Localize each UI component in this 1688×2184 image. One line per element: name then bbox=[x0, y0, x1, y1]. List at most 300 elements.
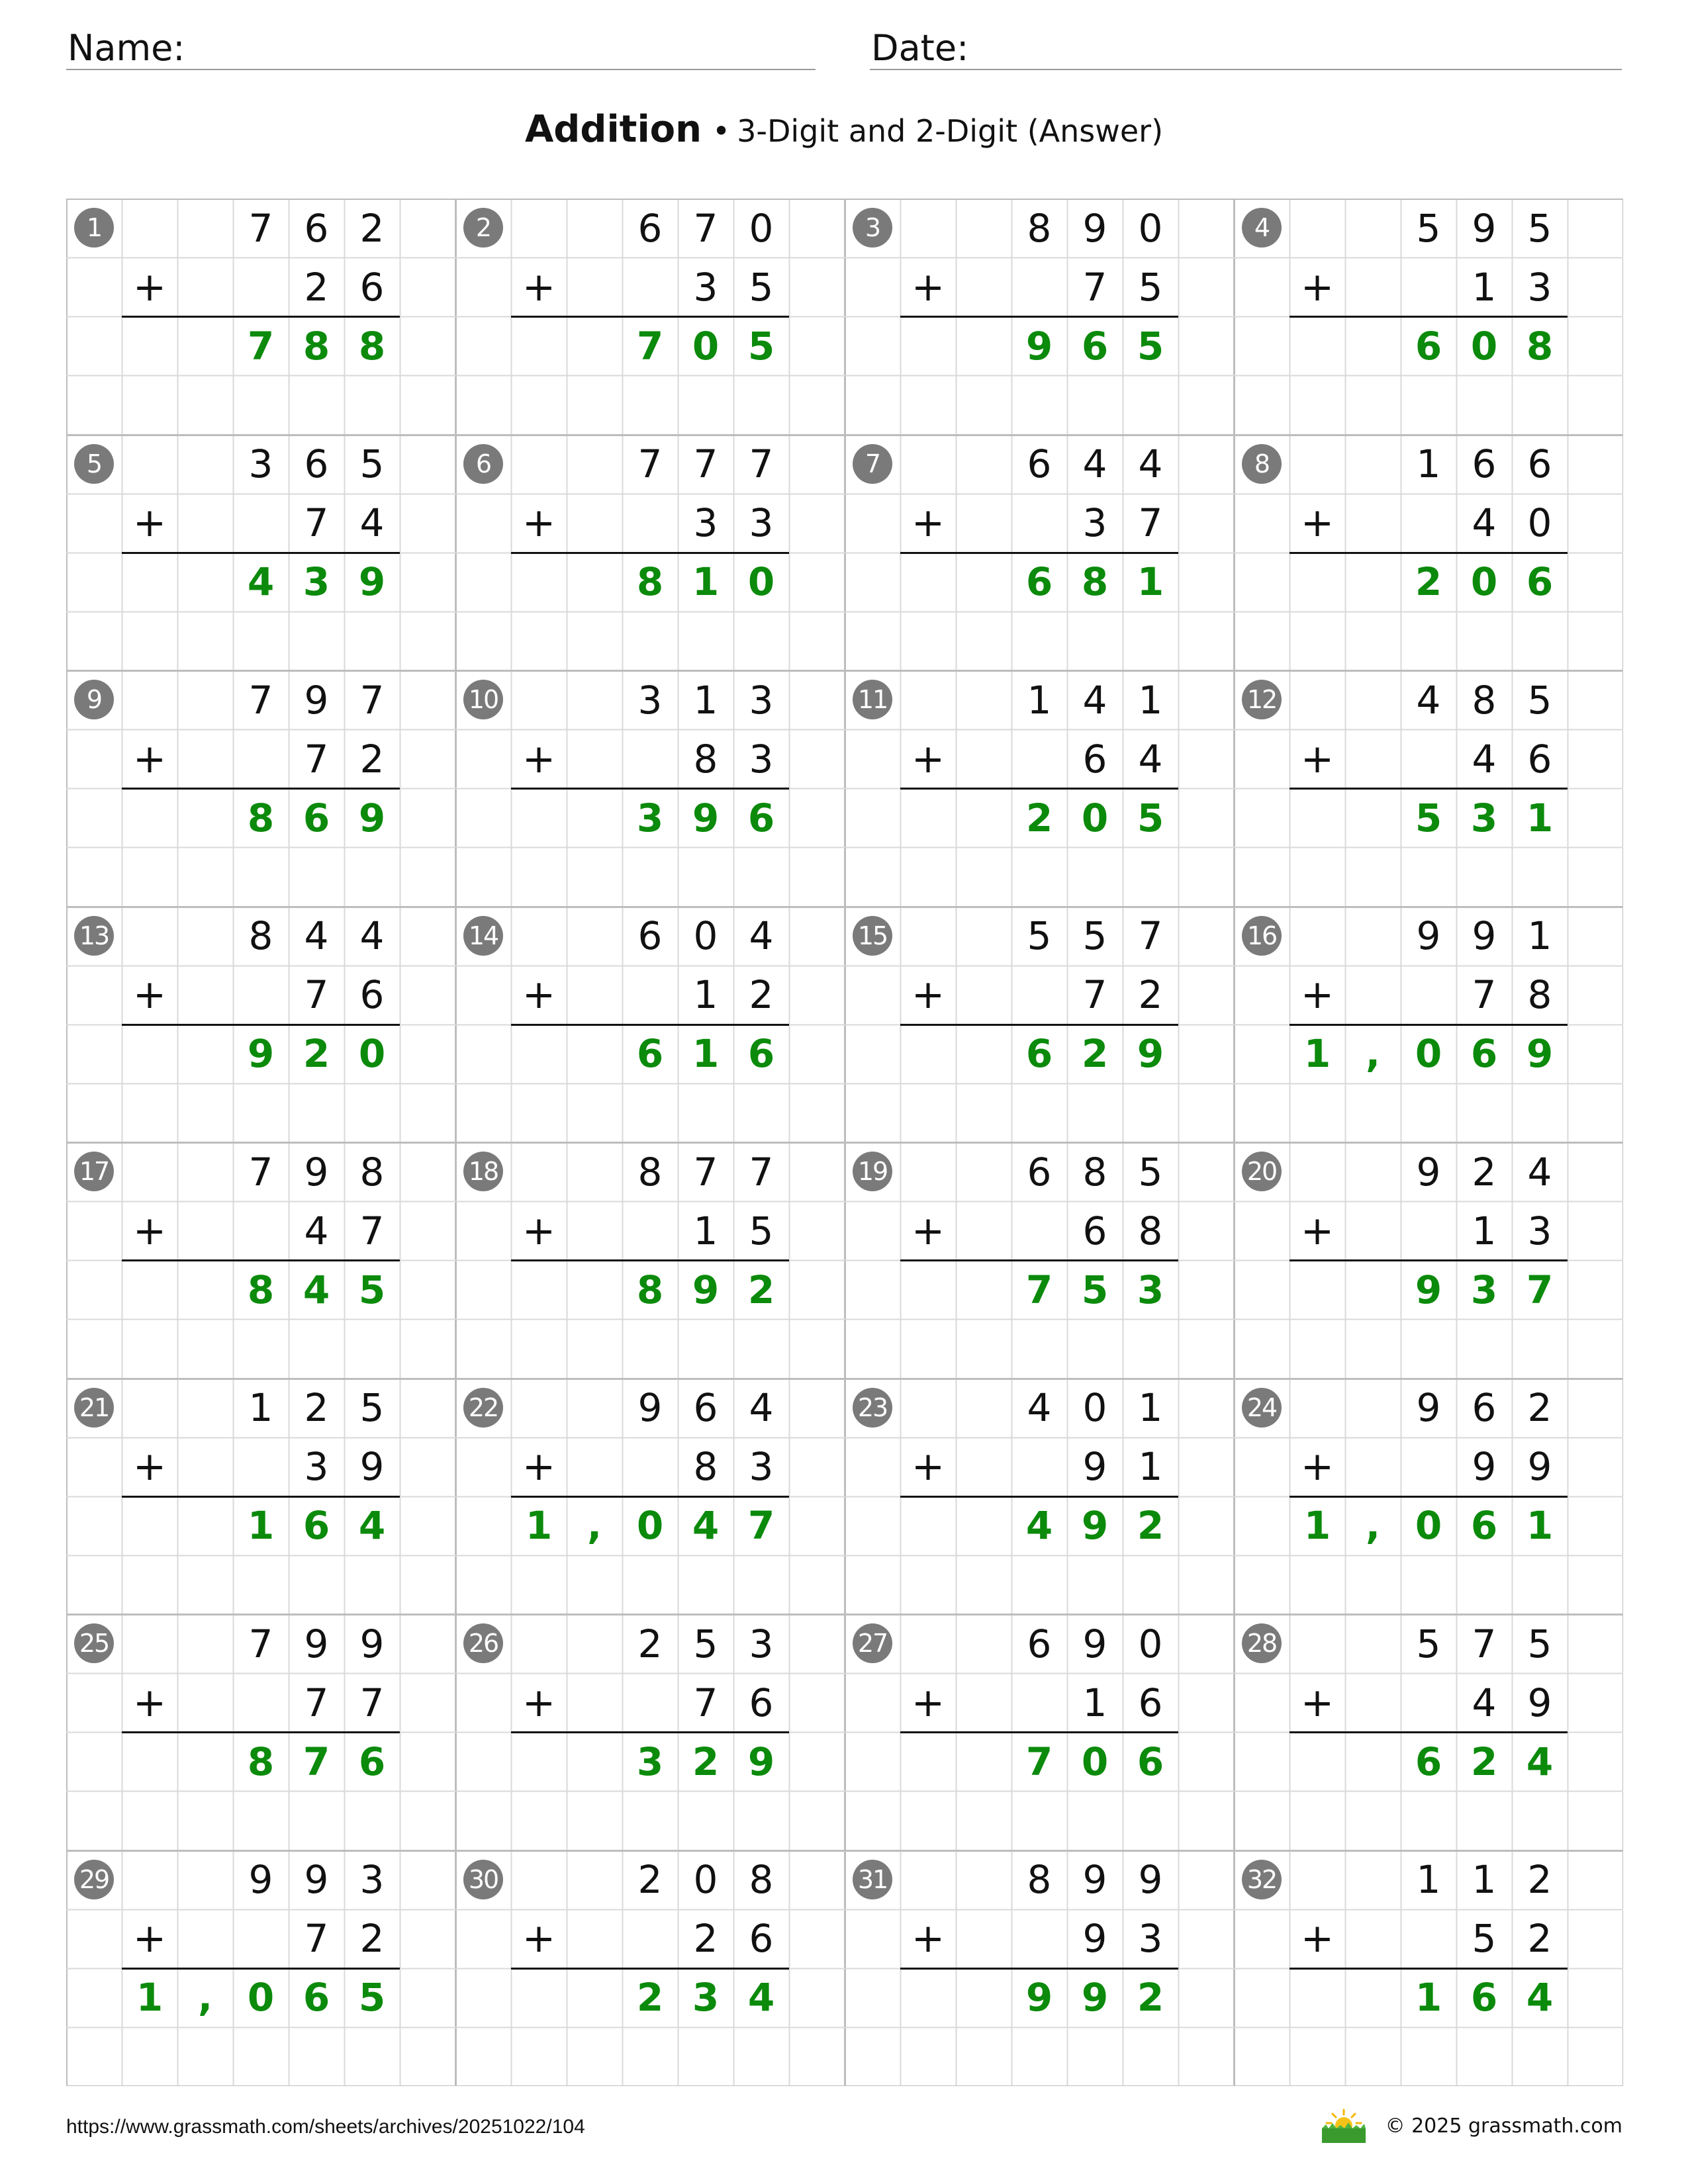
addend-top-digit: 8 bbox=[1027, 205, 1052, 251]
answer-digit: 8 bbox=[247, 795, 275, 841]
addend-bottom-digit: 7 bbox=[359, 1208, 385, 1253]
plus-sign: + bbox=[132, 1915, 167, 1962]
answer-digit: 2 bbox=[747, 1267, 775, 1312]
problem-number-badge: 8 bbox=[1242, 444, 1282, 484]
answer-digit: 1 bbox=[1526, 1503, 1554, 1549]
answer-digit: 9 bbox=[1081, 1503, 1109, 1549]
plus-sign: + bbox=[1300, 1679, 1335, 1726]
addend-top-digit: 1 bbox=[1138, 1385, 1163, 1430]
problem-number-badge: 14 bbox=[463, 916, 503, 956]
answer-digit: 3 bbox=[1137, 1267, 1164, 1312]
addend-top-digit: 8 bbox=[637, 1149, 663, 1195]
addend-top-digit: 9 bbox=[1082, 205, 1107, 251]
addend-bottom-digit: 7 bbox=[304, 736, 329, 782]
problem-number-badge: 29 bbox=[74, 1860, 114, 1899]
addend-top-digit: 2 bbox=[1527, 1385, 1552, 1430]
date-label: Date: bbox=[871, 27, 969, 69]
answer-digit: 7 bbox=[1025, 1739, 1053, 1784]
answer-digit: 4 bbox=[1526, 1739, 1554, 1784]
plus-sign: + bbox=[911, 972, 945, 1019]
title-main: Addition bbox=[524, 108, 702, 151]
addend-bottom-digit: 1 bbox=[693, 972, 718, 1018]
addend-bottom-digit: 3 bbox=[693, 500, 718, 546]
answer-digit: 8 bbox=[1081, 559, 1109, 605]
addend-bottom-digit: 3 bbox=[1082, 500, 1107, 546]
answer-digit: 2 bbox=[1415, 559, 1442, 605]
plus-sign: + bbox=[522, 972, 556, 1019]
addend-top-digit: 6 bbox=[1027, 1621, 1052, 1666]
addend-bottom-digit: 2 bbox=[749, 972, 774, 1018]
addend-top-digit: 2 bbox=[637, 1857, 663, 1902]
answer-digit: 2 bbox=[1137, 1503, 1164, 1549]
worksheet-title bbox=[0, 106, 1688, 155]
addend-top-digit: 6 bbox=[304, 205, 329, 251]
answer-digit: 9 bbox=[247, 1031, 275, 1077]
answer-digit: 7 bbox=[636, 323, 664, 369]
answer-digit: , bbox=[1365, 1503, 1381, 1549]
addend-top-digit: 9 bbox=[1082, 1621, 1107, 1666]
answer-digit: 3 bbox=[303, 559, 330, 605]
answer-digit: 4 bbox=[692, 1503, 720, 1549]
addend-top-digit: 8 bbox=[1082, 1149, 1107, 1195]
answer-digit: 2 bbox=[692, 1739, 720, 1784]
problem-number-badge: 31 bbox=[853, 1860, 892, 1899]
addend-top-digit: 4 bbox=[1082, 441, 1107, 486]
answer-digit: 0 bbox=[1415, 1031, 1442, 1077]
answer-digit: 8 bbox=[636, 559, 664, 605]
addend-top-digit: 7 bbox=[1472, 1621, 1497, 1666]
plus-sign: + bbox=[1300, 263, 1335, 310]
problem-number-badge: 25 bbox=[74, 1623, 114, 1663]
plus-sign: + bbox=[132, 735, 167, 782]
addend-top-digit: 9 bbox=[248, 1857, 273, 1902]
addend-bottom-digit: 3 bbox=[304, 1444, 329, 1490]
addend-bottom-digit: 7 bbox=[304, 500, 329, 546]
addend-bottom-digit: 2 bbox=[693, 1916, 718, 1962]
answer-digit: 9 bbox=[747, 1739, 775, 1784]
answer-digit: 4 bbox=[1025, 1503, 1053, 1549]
addend-bottom-digit: 9 bbox=[1472, 1444, 1497, 1490]
addend-top-digit: 7 bbox=[693, 1149, 718, 1195]
answer-digit: 4 bbox=[1526, 1975, 1554, 2021]
addend-bottom-digit: 4 bbox=[304, 1208, 329, 1253]
answer-digit: 6 bbox=[358, 1739, 386, 1784]
addend-top-digit: 7 bbox=[749, 1149, 774, 1195]
addend-top-digit: 7 bbox=[248, 205, 273, 251]
answer-digit: 0 bbox=[358, 1031, 386, 1077]
addend-bottom-digit: 4 bbox=[1472, 500, 1497, 546]
plus-sign: + bbox=[911, 1207, 945, 1254]
plus-sign: + bbox=[132, 972, 167, 1019]
addend-bottom-digit: 1 bbox=[1138, 1444, 1163, 1490]
problem-number-badge: 1 bbox=[74, 208, 114, 248]
addend-top-digit: 1 bbox=[1416, 441, 1441, 486]
answer-digit: 3 bbox=[692, 1975, 720, 2021]
answer-digit: 8 bbox=[303, 323, 330, 369]
footer-url: https://www.grassmath.com/sheets/archives/20251022/104 bbox=[66, 2116, 585, 2138]
answer-digit: 6 bbox=[303, 1975, 330, 2021]
plus-sign: + bbox=[1300, 1915, 1335, 1962]
addend-top-digit: 9 bbox=[1416, 1385, 1441, 1430]
problem-number-badge: 28 bbox=[1242, 1623, 1282, 1663]
addend-bottom-digit: 8 bbox=[1527, 972, 1552, 1018]
addend-top-digit: 7 bbox=[693, 205, 718, 251]
addend-bottom-digit: 4 bbox=[1472, 1680, 1497, 1725]
answer-digit: 8 bbox=[636, 1267, 664, 1312]
problem-number-badge: 16 bbox=[1242, 916, 1282, 956]
addend-top-digit: 0 bbox=[693, 1857, 718, 1902]
addend-top-digit: 4 bbox=[304, 913, 329, 958]
addend-top-digit: 0 bbox=[749, 205, 774, 251]
addend-bottom-digit: 3 bbox=[749, 500, 774, 546]
addend-top-digit: 6 bbox=[693, 1385, 718, 1430]
answer-digit: , bbox=[1365, 1031, 1381, 1077]
plus-sign: + bbox=[911, 1915, 945, 1962]
problem-number-badge: 12 bbox=[1242, 680, 1282, 719]
problem-number-badge: 22 bbox=[463, 1388, 503, 1428]
addend-bottom-digit: 1 bbox=[693, 1208, 718, 1253]
addend-top-digit: 4 bbox=[749, 1385, 774, 1430]
addend-top-digit: 0 bbox=[1138, 205, 1163, 251]
addend-top-digit: 9 bbox=[304, 677, 329, 723]
answer-digit: 9 bbox=[692, 795, 720, 841]
addend-top-digit: 7 bbox=[637, 441, 663, 486]
problem-grid bbox=[66, 199, 1623, 2086]
addend-top-digit: 4 bbox=[1082, 677, 1107, 723]
addend-top-digit: 8 bbox=[359, 1149, 385, 1195]
plus-sign: + bbox=[522, 735, 556, 782]
grass-sun-logo-icon bbox=[1321, 2107, 1367, 2144]
problem-number-badge: 30 bbox=[463, 1860, 503, 1899]
answer-digit: 8 bbox=[247, 1267, 275, 1312]
answer-digit: 0 bbox=[1470, 559, 1498, 605]
answer-digit: 1 bbox=[1526, 795, 1554, 841]
answer-digit: 1 bbox=[1303, 1031, 1331, 1077]
addend-bottom-digit: 5 bbox=[1472, 1916, 1497, 1962]
addend-top-digit: 5 bbox=[1416, 205, 1441, 251]
answer-digit: 6 bbox=[636, 1031, 664, 1077]
plus-sign: + bbox=[522, 1443, 556, 1490]
problem-number-badge: 17 bbox=[74, 1152, 114, 1191]
plus-sign: + bbox=[1300, 1207, 1335, 1254]
problem-number-badge: 3 bbox=[853, 208, 892, 248]
addend-top-digit: 7 bbox=[248, 677, 273, 723]
answer-digit: 3 bbox=[636, 795, 664, 841]
addend-top-digit: 1 bbox=[1138, 677, 1163, 723]
answer-digit: 6 bbox=[747, 795, 775, 841]
addend-top-digit: 6 bbox=[637, 913, 663, 958]
addend-bottom-digit: 2 bbox=[359, 1916, 385, 1962]
plus-sign: + bbox=[132, 263, 167, 310]
addend-bottom-digit: 6 bbox=[749, 1916, 774, 1962]
plus-sign: + bbox=[132, 500, 167, 547]
addend-bottom-digit: 7 bbox=[1472, 972, 1497, 1018]
addend-bottom-digit: 1 bbox=[1472, 264, 1497, 310]
plus-sign: + bbox=[911, 1443, 945, 1490]
addend-top-digit: 4 bbox=[1416, 677, 1441, 723]
plus-sign: + bbox=[132, 1679, 167, 1726]
answer-digit: 6 bbox=[1470, 1503, 1498, 1549]
addend-top-digit: 4 bbox=[359, 913, 385, 958]
addend-top-digit: 4 bbox=[1527, 1149, 1552, 1195]
name-label: Name: bbox=[68, 27, 185, 69]
addend-top-digit: 5 bbox=[359, 441, 385, 486]
answer-digit: 5 bbox=[358, 1267, 386, 1312]
addend-top-digit: 8 bbox=[1472, 677, 1497, 723]
answer-digit: 0 bbox=[247, 1975, 275, 2021]
addend-top-digit: 8 bbox=[248, 913, 273, 958]
addend-bottom-digit: 3 bbox=[1527, 264, 1552, 310]
problem-number-badge: 23 bbox=[853, 1388, 892, 1428]
answer-digit: 1 bbox=[1415, 1975, 1442, 2021]
addend-bottom-digit: 8 bbox=[1138, 1208, 1163, 1253]
answer-digit: 9 bbox=[1526, 1031, 1554, 1077]
addend-bottom-digit: 5 bbox=[1138, 264, 1163, 310]
plus-sign: + bbox=[522, 1679, 556, 1726]
problem-number-badge: 6 bbox=[463, 444, 503, 484]
problem-number-badge: 5 bbox=[74, 444, 114, 484]
answer-digit: 3 bbox=[1470, 795, 1498, 841]
answer-digit: 5 bbox=[747, 323, 775, 369]
answer-digit: 6 bbox=[1415, 1739, 1442, 1784]
addend-top-digit: 2 bbox=[1472, 1149, 1497, 1195]
addend-top-digit: 7 bbox=[749, 441, 774, 486]
addend-top-digit: 7 bbox=[693, 441, 718, 486]
answer-digit: , bbox=[197, 1975, 213, 2021]
problem-number-badge: 9 bbox=[74, 680, 114, 719]
addend-top-digit: 9 bbox=[304, 1857, 329, 1902]
addend-bottom-digit: 1 bbox=[1082, 1680, 1107, 1725]
answer-digit: 4 bbox=[303, 1267, 330, 1312]
answer-digit: 6 bbox=[747, 1031, 775, 1077]
answer-digit: 5 bbox=[358, 1975, 386, 2021]
answer-digit: 1 bbox=[692, 1031, 720, 1077]
answer-digit: 0 bbox=[636, 1503, 664, 1549]
answer-digit: 0 bbox=[1415, 1503, 1442, 1549]
answer-digit: 0 bbox=[1081, 1739, 1109, 1784]
answer-digit: 1 bbox=[1303, 1503, 1331, 1549]
problem-number-badge: 32 bbox=[1242, 1860, 1282, 1899]
addend-bottom-digit: 7 bbox=[304, 1916, 329, 1962]
addend-top-digit: 9 bbox=[1472, 205, 1497, 251]
answer-digit: 5 bbox=[1137, 795, 1164, 841]
addend-bottom-digit: 3 bbox=[749, 736, 774, 782]
addend-bottom-digit: 7 bbox=[1082, 264, 1107, 310]
title-subtitle: 3-Digit and 2-Digit (Answer) bbox=[737, 113, 1164, 149]
date-field[interactable] bbox=[870, 25, 1622, 70]
answer-digit: 1 bbox=[136, 1975, 164, 2021]
addend-bottom-digit: 3 bbox=[749, 1444, 774, 1490]
addend-top-digit: 9 bbox=[304, 1149, 329, 1195]
addend-top-digit: 5 bbox=[1527, 1621, 1552, 1666]
addend-top-digit: 3 bbox=[359, 1857, 385, 1902]
answer-digit: 1 bbox=[525, 1503, 553, 1549]
addend-bottom-digit: 0 bbox=[1527, 500, 1552, 546]
addend-top-digit: 4 bbox=[1027, 1385, 1052, 1430]
addend-top-digit: 6 bbox=[1027, 1149, 1052, 1195]
name-field[interactable] bbox=[66, 25, 816, 70]
answer-digit: 7 bbox=[1025, 1267, 1053, 1312]
problem-number-badge: 13 bbox=[74, 916, 114, 956]
addend-top-digit: 5 bbox=[1527, 205, 1552, 251]
addend-top-digit: 1 bbox=[693, 677, 718, 723]
addend-top-digit: 0 bbox=[693, 913, 718, 958]
answer-digit: 0 bbox=[692, 323, 720, 369]
plus-sign: + bbox=[911, 263, 945, 310]
addend-top-digit: 3 bbox=[749, 677, 774, 723]
addend-top-digit: 9 bbox=[1472, 913, 1497, 958]
addend-top-digit: 7 bbox=[248, 1621, 273, 1666]
addend-top-digit: 6 bbox=[637, 205, 663, 251]
addend-top-digit: 9 bbox=[1416, 1149, 1441, 1195]
answer-digit: 7 bbox=[303, 1739, 330, 1784]
footer-copyright: © 2025 grassmath.com bbox=[1385, 2114, 1622, 2138]
problem-number-badge: 19 bbox=[853, 1152, 892, 1191]
addend-bottom-digit: 7 bbox=[304, 972, 329, 1018]
footer-brand bbox=[1321, 2106, 1622, 2146]
addend-top-digit: 9 bbox=[359, 1621, 385, 1666]
answer-digit: 9 bbox=[1081, 1975, 1109, 2021]
addend-bottom-digit: 6 bbox=[359, 972, 385, 1018]
problem-number-badge: 21 bbox=[74, 1388, 114, 1428]
problem-number-badge: 27 bbox=[853, 1623, 892, 1663]
answer-digit: 2 bbox=[1025, 795, 1053, 841]
addend-top-digit: 9 bbox=[1138, 1857, 1163, 1902]
plus-sign: + bbox=[911, 735, 945, 782]
addend-bottom-digit: 6 bbox=[749, 1680, 774, 1725]
addend-bottom-digit: 2 bbox=[1138, 972, 1163, 1018]
addend-top-digit: 7 bbox=[248, 1149, 273, 1195]
addend-bottom-digit: 7 bbox=[1138, 500, 1163, 546]
addend-top-digit: 8 bbox=[749, 1857, 774, 1902]
addend-bottom-digit: 2 bbox=[1527, 1916, 1552, 1962]
addend-top-digit: 5 bbox=[1138, 1149, 1163, 1195]
addend-top-digit: 3 bbox=[248, 441, 273, 486]
answer-digit: 2 bbox=[1081, 1031, 1109, 1077]
addend-bottom-digit: 8 bbox=[693, 736, 718, 782]
answer-digit: 6 bbox=[1470, 1975, 1498, 2021]
addend-top-digit: 4 bbox=[749, 913, 774, 958]
addend-top-digit: 1 bbox=[1472, 1857, 1497, 1902]
addend-bottom-digit: 4 bbox=[359, 500, 385, 546]
addend-bottom-digit: 1 bbox=[1472, 1208, 1497, 1253]
addend-top-digit: 0 bbox=[1082, 1385, 1107, 1430]
answer-digit: 9 bbox=[358, 795, 386, 841]
addend-top-digit: 5 bbox=[693, 1621, 718, 1666]
addend-bottom-digit: 7 bbox=[1082, 972, 1107, 1018]
answer-digit: 6 bbox=[303, 795, 330, 841]
addend-bottom-digit: 3 bbox=[1527, 1208, 1552, 1253]
addend-top-digit: 2 bbox=[637, 1621, 663, 1666]
addend-bottom-digit: 9 bbox=[359, 1444, 385, 1490]
answer-digit: 6 bbox=[1137, 1739, 1164, 1784]
addend-top-digit: 7 bbox=[359, 677, 385, 723]
addend-top-digit: 1 bbox=[1527, 913, 1552, 958]
answer-digit: 8 bbox=[358, 323, 386, 369]
answer-digit: 5 bbox=[1137, 323, 1164, 369]
answer-digit: 1 bbox=[247, 1503, 275, 1549]
answer-digit: 8 bbox=[1526, 323, 1554, 369]
addend-top-digit: 6 bbox=[1527, 441, 1552, 486]
answer-digit: 9 bbox=[1137, 1031, 1164, 1077]
addend-bottom-digit: 7 bbox=[304, 1680, 329, 1725]
answer-digit: 7 bbox=[747, 1503, 775, 1549]
addend-top-digit: 9 bbox=[637, 1385, 663, 1430]
answer-digit: 7 bbox=[1526, 1267, 1554, 1312]
answer-digit: 6 bbox=[1526, 559, 1554, 605]
answer-digit: 1 bbox=[692, 559, 720, 605]
addend-top-digit: 2 bbox=[1527, 1857, 1552, 1902]
addend-bottom-digit: 9 bbox=[1082, 1444, 1107, 1490]
addend-top-digit: 9 bbox=[1416, 913, 1441, 958]
plus-sign: + bbox=[1300, 500, 1335, 547]
addend-bottom-digit: 3 bbox=[1138, 1916, 1163, 1962]
plus-sign: + bbox=[522, 263, 556, 310]
problem-number-badge: 15 bbox=[853, 916, 892, 956]
problem-number-badge: 10 bbox=[463, 680, 503, 719]
answer-digit: 9 bbox=[1025, 323, 1053, 369]
problem-number-badge: 20 bbox=[1242, 1152, 1282, 1191]
answer-digit: 4 bbox=[247, 559, 275, 605]
addend-bottom-digit: 6 bbox=[1082, 736, 1107, 782]
addend-top-digit: 1 bbox=[248, 1385, 273, 1430]
answer-digit: 3 bbox=[636, 1739, 664, 1784]
answer-digit: 6 bbox=[1025, 559, 1053, 605]
addend-bottom-digit: 4 bbox=[1472, 736, 1497, 782]
addend-top-digit: 4 bbox=[1138, 441, 1163, 486]
problem-number-badge: 26 bbox=[463, 1623, 503, 1663]
addend-bottom-digit: 9 bbox=[1527, 1680, 1552, 1725]
addend-bottom-digit: 2 bbox=[304, 264, 329, 310]
answer-digit: 2 bbox=[1470, 1739, 1498, 1784]
problem-number-badge: 2 bbox=[463, 208, 503, 248]
answer-digit: 3 bbox=[1470, 1267, 1498, 1312]
addend-bottom-digit: 7 bbox=[359, 1680, 385, 1725]
plus-sign: + bbox=[911, 1679, 945, 1726]
answer-digit: 5 bbox=[1415, 795, 1442, 841]
answer-digit: 1 bbox=[1137, 559, 1164, 605]
answer-digit: 6 bbox=[1025, 1031, 1053, 1077]
problem-number-badge: 4 bbox=[1242, 208, 1282, 248]
plus-sign: + bbox=[132, 1207, 167, 1254]
answer-digit: 6 bbox=[303, 1503, 330, 1549]
answer-digit: 2 bbox=[303, 1031, 330, 1077]
addend-bottom-digit: 6 bbox=[1138, 1680, 1163, 1725]
addend-top-digit: 0 bbox=[1138, 1621, 1163, 1666]
plus-sign: + bbox=[132, 1443, 167, 1490]
addend-top-digit: 3 bbox=[637, 677, 663, 723]
problem-number-badge: 24 bbox=[1242, 1388, 1282, 1428]
addend-bottom-digit: 6 bbox=[1082, 1208, 1107, 1253]
plus-sign: + bbox=[1300, 735, 1335, 782]
answer-digit: 6 bbox=[1415, 323, 1442, 369]
addend-top-digit: 6 bbox=[1027, 441, 1052, 486]
answer-digit: 0 bbox=[747, 559, 775, 605]
addend-top-digit: 6 bbox=[304, 441, 329, 486]
problem-number-badge: 11 bbox=[853, 680, 892, 719]
answer-digit: 4 bbox=[747, 1975, 775, 2021]
addend-top-digit: 8 bbox=[1027, 1857, 1052, 1902]
answer-digit: 2 bbox=[1137, 1975, 1164, 2021]
addend-bottom-digit: 5 bbox=[749, 264, 774, 310]
answer-digit: 2 bbox=[636, 1975, 664, 2021]
plus-sign: + bbox=[522, 1915, 556, 1962]
plus-sign: + bbox=[522, 1207, 556, 1254]
addend-top-digit: 9 bbox=[304, 1621, 329, 1666]
answer-digit: 6 bbox=[1081, 323, 1109, 369]
plus-sign: + bbox=[911, 500, 945, 547]
addend-top-digit: 9 bbox=[1082, 1857, 1107, 1902]
